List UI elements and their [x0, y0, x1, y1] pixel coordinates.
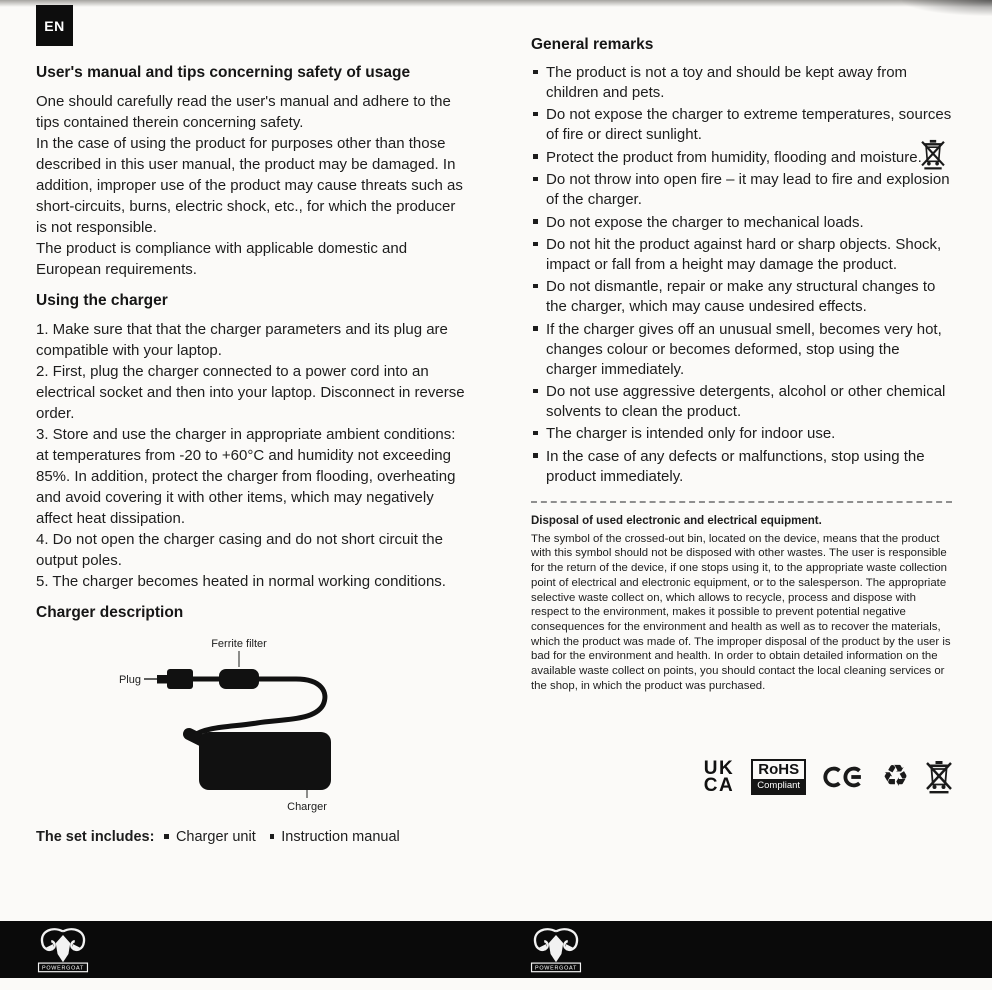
remark-item: Do not throw into open fire – it may lead to fire and explosion of the charger. [531, 170, 952, 210]
ce-mark-icon [823, 766, 865, 788]
safety-paragraph: The product is compliance with applicable domestic and European requirements. [36, 240, 408, 278]
usage-step: 3. Store and use the charger in appropriate ambient conditions: at temperatures from -20 to +60°C and humidity not exceeding 85%. In addition, protect the charger from flooding, overheating and avoid covering it with other items, which may negatively affect heat dissipation. [36, 426, 456, 527]
remark-item: Do not expose the charger to extreme temperatures, sources of fire or direct sunlight. [531, 105, 952, 145]
remark-item: Protect the product from humidity, flooding and moisture. [531, 148, 952, 168]
plug-label: Plug [118, 674, 141, 686]
scan-edge-shadow [0, 0, 992, 7]
rohs-compliant-label: Compliant [753, 779, 804, 793]
ukca-line-1: UK [703, 758, 735, 780]
dashed-divider [531, 501, 952, 503]
remark-item: If the charger gives off an unusual smell, becomes very hot, changes colour or becomes deformed, stop using the charger immediately. [531, 320, 952, 380]
powergoat-logo [34, 924, 92, 975]
remarks-list [531, 63, 952, 487]
language-badge: EN [36, 5, 73, 46]
description-section-title: Charger description [36, 604, 184, 621]
set-includes [36, 829, 469, 845]
set-includes-label: The set includes: [36, 829, 155, 845]
remark-item: The charger is intended only for indoor use. [531, 424, 952, 444]
rohs-badge [751, 759, 806, 795]
set-item: Instruction manual [270, 829, 400, 845]
usage-step: 5. The charger becomes heated in normal working conditions. [36, 573, 446, 590]
remark-item: In the case of any defects or malfunctions, stop using the product immediately. [531, 447, 952, 487]
remark-item: Do not hit the product against hard or sharp objects. Shock, impact or fall from a height may damage the product. [531, 235, 952, 275]
recycle-icon: ♻ [882, 759, 909, 795]
left-column [36, 64, 469, 845]
weee-bin-icon [921, 139, 945, 170]
ferrite-filter-label: Ferrite filter [211, 638, 267, 650]
weee-bin-icon [926, 760, 952, 794]
scan-corner-shadow [902, 0, 992, 16]
safety-paragraphs [36, 91, 469, 280]
powergoat-logo [527, 924, 585, 975]
usage-steps [36, 319, 469, 592]
charger-label: Charger [287, 801, 327, 813]
powergoat-wordmark: POWERGOAT [42, 965, 84, 972]
set-includes-items [164, 829, 399, 845]
rohs-label: RoHS [758, 761, 800, 779]
set-item: Charger unit [164, 829, 255, 845]
compliance-marks-row [531, 759, 952, 795]
ukca-mark-icon [704, 760, 734, 795]
remark-item: Do not expose the charger to mechanical loads. [531, 213, 952, 233]
plug-tip [157, 675, 167, 684]
ukca-line-2: CA [703, 775, 735, 797]
using-section-title: Using the charger [36, 292, 168, 309]
usage-step: 4. Do not open the charger casing and do not short circuit the output poles. [36, 531, 443, 569]
right-column [531, 36, 952, 795]
disposal-title: Disposal of used electronic and electrical equipment. [531, 514, 822, 527]
charger-brick [199, 732, 331, 790]
safety-paragraph: In the case of using the product for purposes other than those described in this user manual, the product may be damaged. In addition, improper use of the product may cause threats such as short-circuits, burns, electric shock, etc., for which the producer is not responsible. [36, 135, 463, 236]
ferrite-filter [219, 669, 259, 689]
footer-bar [0, 921, 992, 978]
charger-diagram [111, 636, 469, 821]
plug-body [167, 669, 193, 689]
remarks-section-title: General remarks [531, 36, 654, 53]
safety-section-title: User's manual and tips concerning safety of usage [36, 64, 411, 81]
charger-diagram-drawing [111, 636, 371, 816]
remark-item: Do not dismantle, repair or make any structural changes to the charger, which may cause undesired effects. [531, 277, 952, 317]
remark-item: The product is not a toy and should be kept away from children and pets. [531, 63, 952, 103]
safety-paragraph: One should carefully read the user's manual and adhere to the tips contained therein concerning safety. [36, 93, 451, 131]
remark-item: Do not use aggressive detergents, alcohol or other chemical solvents to clean the product. [531, 382, 952, 422]
powergoat-wordmark: POWERGOAT [535, 965, 577, 972]
disposal-body: The symbol of the crossed-out bin, located on the device, means that the product with this symbol should not be disposed with other wastes. The user is responsible for the return of the device, if one stops using it, to the appropriate waste collection point of electrical and electronic equipment, or to the salesperson. The appropriate selective waste collect on, which allows to recycle, process and dispose with respect to the environment, makes it possible to prevent potential negative consequences for the environment and health as well as to recover the materials, which the product was made of. The improper disposal of the product by the user is bad for the environment and health. In order to obtain detailed information on the available waste collect on points, you should contact the local cleaning services or the shop, in which the product was purchased. [531, 532, 951, 692]
usage-step: 1. Make sure that that the charger parameters and its plug are compatible with your laptop. [36, 321, 448, 359]
usage-step: 2. First, plug the charger connected to a power cord into an electrical socket and then into your laptop. Disconnect in reverse order. [36, 363, 465, 422]
